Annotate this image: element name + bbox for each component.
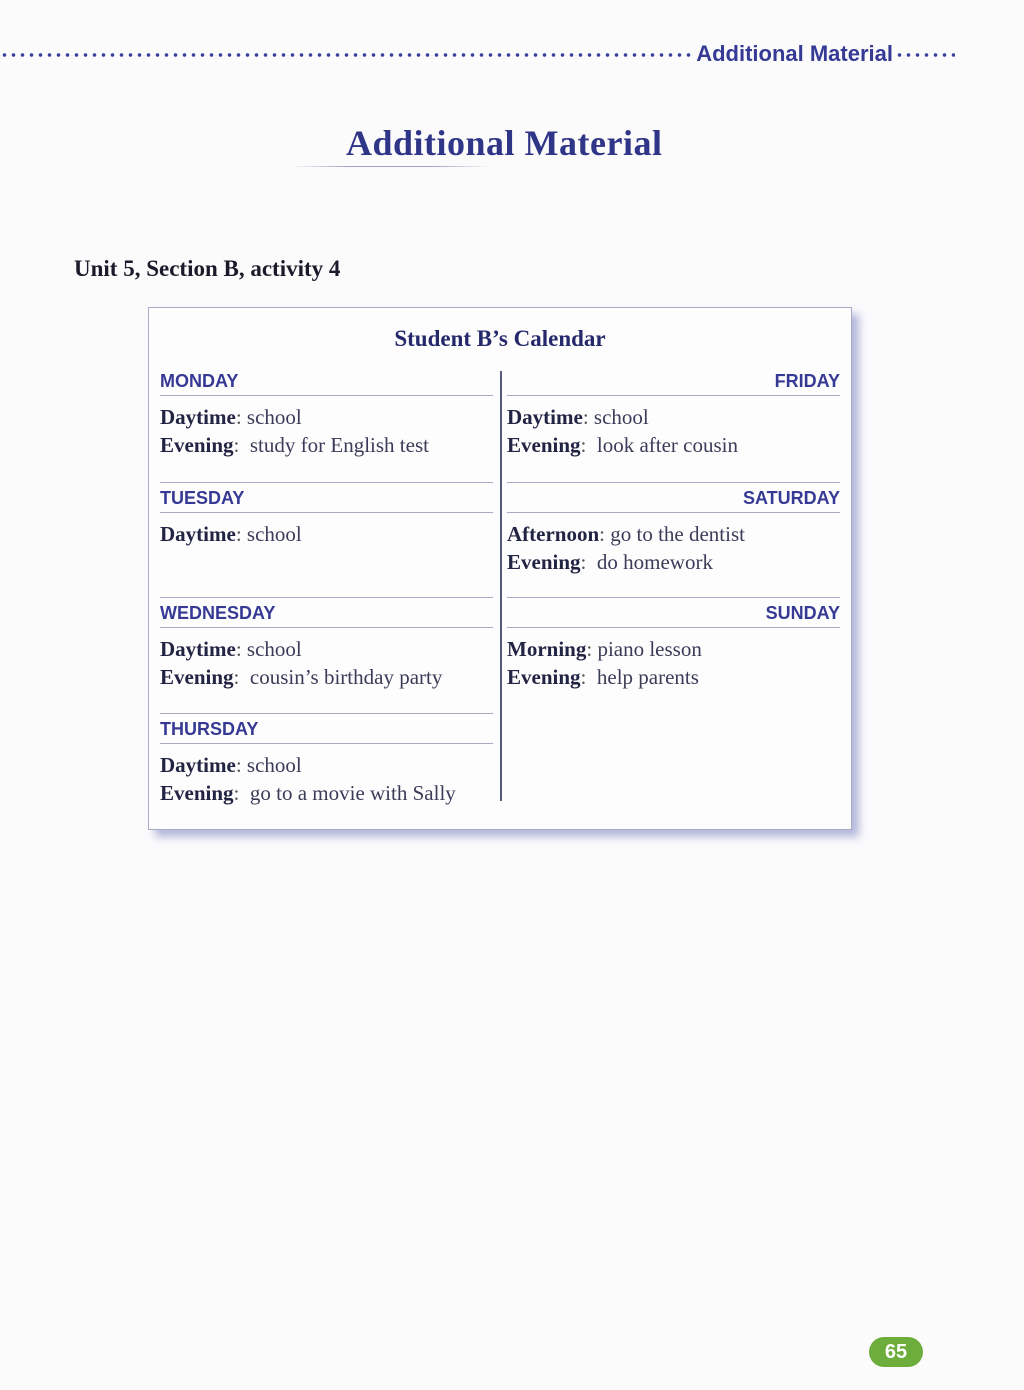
schedule-entry: Evening: help parents <box>507 665 699 689</box>
entry-label: Evening <box>160 433 234 457</box>
day-block-tuesday <box>160 482 493 598</box>
calendar-title: Student B’s Calendar <box>394 326 606 351</box>
entry-label: Evening <box>160 780 234 805</box>
entry-value: school <box>246 521 302 546</box>
title-underline <box>290 166 490 167</box>
calendar-right-column <box>507 366 840 713</box>
entry-value: help parents <box>596 665 699 689</box>
entry-label: Evening <box>160 665 234 689</box>
entry-label: Daytime <box>160 637 236 661</box>
day-block-monday <box>160 366 493 482</box>
entry-value: piano lesson <box>597 637 702 661</box>
day-block-wednesday <box>160 597 493 713</box>
running-header <box>0 40 955 68</box>
day-heading: MONDAY <box>160 366 493 396</box>
schedule-entry: Daytime: school <box>160 521 302 546</box>
entry-value: look after cousin <box>596 433 738 457</box>
day-heading: FRIDAY <box>507 366 840 396</box>
schedule-entry: Daytime: school <box>507 405 649 429</box>
entry-label: Afternoon <box>507 521 600 546</box>
schedule-entry: Afternoon: go to the dentist <box>507 521 745 546</box>
entry-label: Evening <box>507 433 581 457</box>
entry-label: Evening <box>507 549 581 574</box>
schedule-entry: Morning: piano lesson <box>507 637 702 661</box>
schedule-entry: Evening: cousin’s birthday party <box>160 665 443 689</box>
entry-value: school <box>246 637 302 661</box>
page-number-badge: 65 <box>869 1337 923 1367</box>
calendar-left-column <box>160 366 493 828</box>
day-heading: WEDNESDAY <box>160 597 493 628</box>
entry-value: go to the dentist <box>610 521 745 546</box>
schedule-entry: Daytime: school <box>160 405 302 429</box>
schedule-entry: Evening: study for English test <box>160 433 429 457</box>
entry-label: Evening <box>507 665 581 689</box>
column-divider <box>500 371 502 801</box>
header-dot-leader <box>0 52 694 58</box>
entry-value: go to a movie with Sally <box>249 780 456 805</box>
day-block-saturday <box>507 482 840 598</box>
entry-label: Daytime <box>160 521 236 546</box>
schedule-entry: Daytime: school <box>160 752 302 777</box>
day-heading: SATURDAY <box>507 482 840 513</box>
entry-value: school <box>246 752 302 777</box>
running-header-title: Additional Material <box>696 41 893 66</box>
schedule-entry: Evening: go to a movie with Sally <box>160 780 456 805</box>
page-title: Additional Material <box>346 123 663 163</box>
header-dot-leader-end <box>895 52 955 58</box>
day-heading: TUESDAY <box>160 482 493 513</box>
entry-label: Daytime <box>507 405 583 429</box>
student-b-calendar <box>148 307 852 830</box>
entry-value: school <box>593 405 649 429</box>
day-heading: THURSDAY <box>160 713 493 744</box>
day-block-thursday <box>160 713 493 829</box>
day-block-friday <box>507 366 840 482</box>
entry-label: Daytime <box>160 405 236 429</box>
entry-value: school <box>246 405 302 429</box>
entry-label: Daytime <box>160 752 236 777</box>
schedule-entry: Daytime: school <box>160 637 302 661</box>
day-block-sunday <box>507 597 840 713</box>
section-heading: Unit 5, Section B, activity 4 <box>74 256 341 281</box>
entry-value: do homework <box>596 549 713 574</box>
entry-label: Morning <box>507 637 587 661</box>
day-heading: SUNDAY <box>507 597 840 628</box>
entry-value: study for English test <box>249 433 429 457</box>
schedule-entry: Evening: look after cousin <box>507 433 738 457</box>
entry-value: cousin’s birthday party <box>249 665 443 689</box>
schedule-entry: Evening: do homework <box>507 549 713 574</box>
